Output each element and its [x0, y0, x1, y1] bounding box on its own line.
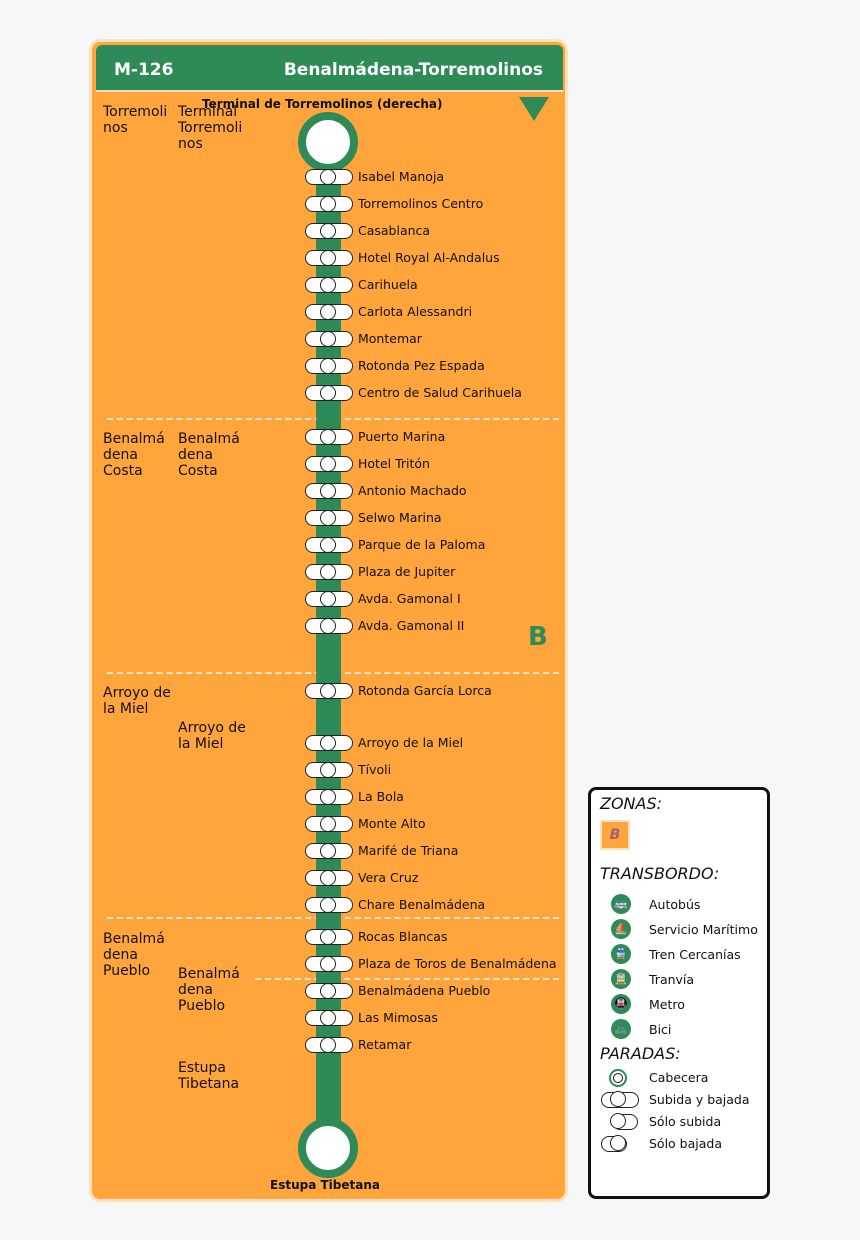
legend-panel [588, 787, 770, 1199]
stop-marker [305, 618, 353, 634]
legend-parada-label: Cabecera [649, 1070, 709, 1085]
stop-name: Casablanca [358, 223, 431, 238]
zone-area: Terminal Torremoli nos [178, 104, 243, 152]
stop-name: Antonio Machado [358, 483, 467, 498]
zone-area: Estupa Tibetana [178, 1060, 240, 1092]
tram-icon: 🚊 [611, 969, 631, 989]
stop-name: Rotonda Pez Espada [358, 358, 485, 373]
stop-marker [305, 929, 353, 945]
top-terminal-label: Terminal de Torremolinos (derecha) [202, 97, 443, 111]
stop-marker [305, 304, 353, 320]
route-name: Benalmádena-Torremolinos [283, 60, 543, 80]
stop-name: Plaza de Jupiter [358, 564, 456, 579]
zone-municipality: Torremoli nos [103, 104, 168, 136]
stop-marker [305, 843, 353, 859]
stop-marker [305, 789, 353, 805]
stop-name: Centro de Salud Carihuela [358, 385, 522, 400]
stop-marker [305, 196, 353, 212]
stop-marker [305, 223, 353, 239]
stop-marker [305, 456, 353, 472]
stop-name: Benalmádena Pueblo [358, 983, 491, 998]
legend-zonas-title: ZONAS: [600, 794, 663, 813]
stop-name: Torremolinos Centro [358, 196, 484, 211]
stop-name: La Bola [358, 789, 404, 804]
stop-marker [305, 591, 353, 607]
ferry-icon: ⛵ [611, 919, 631, 939]
stop-marker [305, 683, 353, 699]
stop-marker [305, 277, 353, 293]
stop-name: Avda. Gamonal I [358, 591, 461, 606]
stop-marker [305, 816, 353, 832]
stop-marker [305, 983, 353, 999]
zone-letter: B [528, 622, 548, 652]
legend-transbordo-label: Bici [649, 1022, 672, 1037]
train-icon: 🚆 [611, 944, 631, 964]
stop-marker [305, 537, 353, 553]
zone-area: Benalmá dena Pueblo [178, 966, 240, 1014]
alight-only-stop-circle [610, 1135, 626, 1151]
stop-marker [305, 897, 353, 913]
zone-divider [255, 978, 559, 980]
stop-marker [305, 870, 353, 886]
stop-name: Monte Alto [358, 816, 426, 831]
route-header [96, 45, 563, 90]
stop-name: Carihuela [358, 277, 418, 292]
bus-icon: 🚌 [611, 894, 631, 914]
stop-name: Rocas Blancas [358, 929, 448, 944]
stop-marker [305, 735, 353, 751]
legend-parada-label: Subida y bajada [649, 1092, 750, 1107]
board-alight-stop-circle [610, 1091, 626, 1107]
legend-paradas-title: PARADAS: [600, 1044, 681, 1063]
bottom-terminal-label: Estupa Tibetana [270, 1178, 380, 1192]
route-code: M-126 [114, 60, 174, 80]
stop-marker [305, 385, 353, 401]
direction-arrow-icon [519, 97, 549, 121]
stop-name: Carlota Alessandri [358, 304, 473, 319]
stop-name: Tívoli [358, 762, 392, 777]
stop-name: Plaza de Toros de Benalmádena [358, 956, 557, 971]
stop-marker [305, 1037, 353, 1053]
stop-marker [305, 483, 353, 499]
metro-icon: 🚇 [611, 994, 631, 1014]
zone-municipality: Benalmá dena Costa [103, 431, 165, 479]
stop-name: Arroyo de la Miel [358, 735, 464, 750]
zone-municipality: Arroyo de la Miel [103, 685, 171, 717]
stop-name: Hotel Tritón [358, 456, 430, 471]
stop-name: Isabel Manoja [358, 169, 445, 184]
legend-transbordo-label: Metro [649, 997, 685, 1012]
stop-marker [305, 1010, 353, 1026]
stop-marker [305, 564, 353, 580]
bike-icon: 🚲 [611, 1019, 631, 1039]
stop-marker [305, 510, 353, 526]
legend-transbordo-label: Servicio Marítimo [649, 922, 758, 937]
cabecera-stop-icon [609, 1069, 627, 1087]
stop-marker [305, 250, 353, 266]
stop-name: Retamar [358, 1037, 412, 1052]
stop-marker [305, 358, 353, 374]
board-only-stop-circle [610, 1113, 626, 1129]
terminus-bottom-icon [298, 1118, 358, 1178]
legend-parada-label: Sólo bajada [649, 1136, 722, 1151]
stop-name: Puerto Marina [358, 429, 446, 444]
zone-area: Benalmá dena Costa [178, 431, 240, 479]
legend-zone-swatch: B [600, 820, 630, 850]
stop-name: Selwo Marina [358, 510, 442, 525]
stop-name: Vera Cruz [358, 870, 419, 885]
stop-marker [305, 429, 353, 445]
stop-marker [305, 331, 353, 347]
stop-marker [305, 169, 353, 185]
stop-name: Rotonda García Lorca [358, 683, 492, 698]
stop-marker [305, 762, 353, 778]
header-divider [96, 90, 563, 92]
stop-name: Hotel Royal Al-Andalus [358, 250, 500, 265]
zone-municipality: Benalmá dena Pueblo [103, 931, 165, 979]
legend-transbordo-title: TRANSBORDO: [600, 864, 720, 883]
legend-transbordo-label: Autobús [649, 897, 701, 912]
legend-parada-label: Sólo subida [649, 1114, 722, 1129]
stop-name: Montemar [358, 331, 422, 346]
legend-transbordo-label: Tren Cercanías [649, 947, 741, 962]
stop-name: Avda. Gamonal II [358, 618, 465, 633]
terminus-top-icon [298, 112, 358, 172]
stop-marker [305, 956, 353, 972]
stop-name: Las Mimosas [358, 1010, 438, 1025]
stop-name: Marifé de Triana [358, 843, 459, 858]
stop-name: Chare Benalmádena [358, 897, 486, 912]
legend-transbordo-label: Tranvía [649, 972, 695, 987]
zone-area: Arroyo de la Miel [178, 720, 246, 752]
stop-name: Parque de la Paloma [358, 537, 486, 552]
